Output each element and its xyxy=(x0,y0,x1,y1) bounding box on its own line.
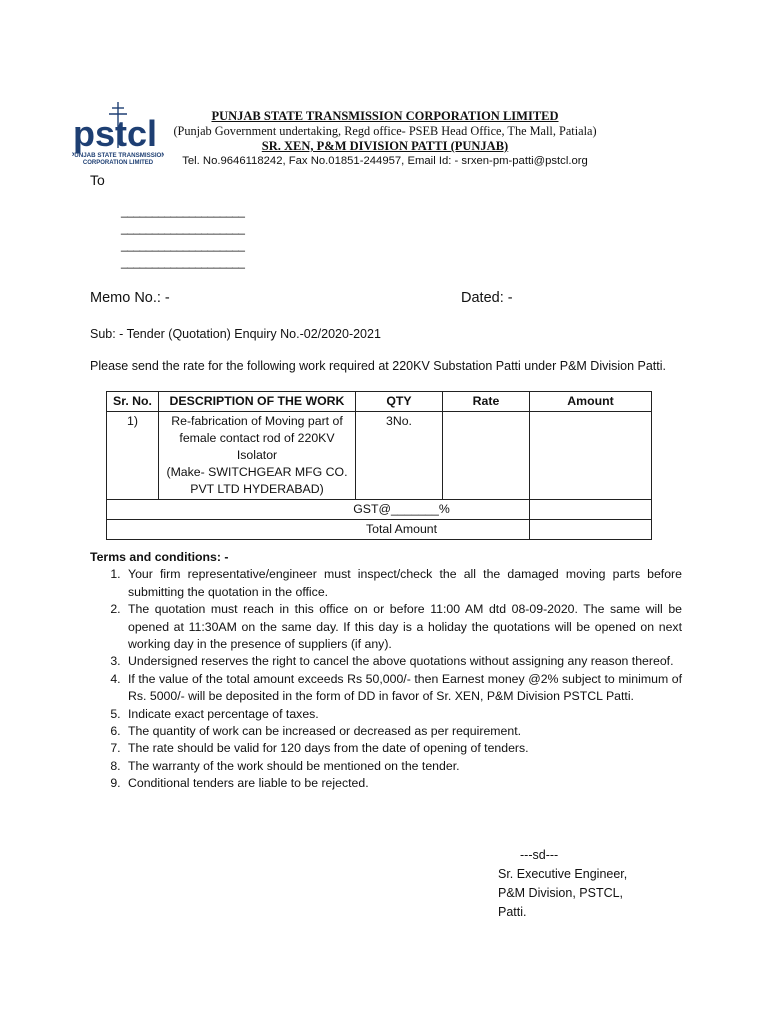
header-sr-no: Sr. No. xyxy=(107,392,159,412)
pstcl-logo xyxy=(72,100,164,170)
row-qty: 3No. xyxy=(356,412,443,500)
signatory-title: Sr. Executive Engineer, xyxy=(498,867,628,881)
row-description xyxy=(159,412,356,500)
address-line: ____________________ xyxy=(121,255,245,269)
term-item: 7. The rate should be valid for 120 days from the date of opening of tenders. xyxy=(124,740,682,757)
header-rate: Rate xyxy=(443,392,530,412)
signatory-location: Patti. xyxy=(498,905,527,919)
table-row xyxy=(107,412,652,500)
terms-section xyxy=(90,549,682,793)
intro-text: Please send the rate for the following work required at 220KV Substation Patti under P&M Division Patti. xyxy=(90,359,667,373)
term-item: 6. The quantity of work can be increased or decreased as per requirement. xyxy=(124,723,682,740)
contact-line: Tel. No.9646118242, Fax No.01851-244957, Email Id: - srxen-pm-patti@pstcl.org xyxy=(182,155,588,167)
total-row xyxy=(107,520,652,540)
logo-caption-line-1: PUNJAB STATE TRANSMISSION xyxy=(72,152,164,159)
row-rate xyxy=(443,412,530,500)
description-line: PVT LTD HYDERABAD) xyxy=(190,482,324,496)
gst-label: GST@_______% xyxy=(107,500,530,520)
total-amount xyxy=(530,520,652,540)
term-item: 4. If the value of the total amount exceeds Rs 50,000/- then Earnest money @2% subject to minimum of Rs. 5000/- will be deposited in the form of DD in favor of Sr. XEN, P&M Division PSTCL Patti. xyxy=(124,671,682,706)
description-line: Re-fabrication of Moving part of xyxy=(171,414,343,428)
description-line: Isolator xyxy=(236,448,278,462)
address-line: ____________________ xyxy=(121,204,245,218)
division-name: SR. XEN, P&M DIVISION PATTI (PUNJAB) xyxy=(261,139,509,153)
address-line: ____________________ xyxy=(121,221,245,235)
table-header-row xyxy=(107,392,652,412)
tower-icon xyxy=(72,100,164,170)
header-qty: QTY xyxy=(356,392,443,412)
header-amount: Amount xyxy=(530,392,652,412)
signature-block xyxy=(498,846,627,922)
term-item: 1. Your firm representative/engineer must inspect/check the all the damaged moving parts before submitting the quotation in the office. xyxy=(124,566,682,601)
address-line: ____________________ xyxy=(121,238,245,252)
term-item: 2. The quotation must reach in this office on or before 11:00 AM dtd 08-09-2020. The same will be opened at 11:30AM on the same day. If this day is a holiday the quotations will be opened on next working day in the presence of suppliers (if any). xyxy=(124,601,682,653)
terms-title: Terms and conditions: - xyxy=(90,550,229,564)
subject-line: Sub: - Tender (Quotation) Enquiry No.-02/2020-2021 xyxy=(90,327,381,341)
row-amount xyxy=(530,412,652,500)
quotation-table xyxy=(106,391,652,540)
memo-number: Memo No.: - xyxy=(90,290,170,306)
description-line: female contact rod of 220KV xyxy=(179,431,335,445)
signature-sd: ---sd--- xyxy=(520,848,559,862)
logo-caption-line-2: CORPORATION LIMITED xyxy=(82,160,154,166)
gst-row xyxy=(107,500,652,520)
dated-label: Dated: - xyxy=(461,290,513,306)
term-item: 8. The warranty of the work should be mentioned on the tender. xyxy=(124,758,682,775)
term-item: 5. Indicate exact percentage of taxes. xyxy=(124,706,682,723)
address-block xyxy=(121,204,244,272)
header-description: DESCRIPTION OF THE WORK xyxy=(159,392,356,412)
logo-wordmark: pstcl xyxy=(73,113,158,154)
gst-amount xyxy=(530,500,652,520)
to-label: To xyxy=(90,172,105,188)
term-item: 9. Conditional tenders are liable to be rejected. xyxy=(124,775,682,792)
total-label: Total Amount xyxy=(107,520,530,540)
description-line: (Make- SWITCHGEAR MFG CO. xyxy=(166,465,348,479)
terms-list xyxy=(90,566,682,792)
row-sr-no: 1) xyxy=(107,412,159,500)
signatory-division: P&M Division, PSTCL, xyxy=(498,886,624,900)
org-name: PUNJAB STATE TRANSMISSION CORPORATION LIMITED xyxy=(211,109,559,123)
term-item: 3. Undersigned reserves the right to cancel the above quotations without assigning any reason thereof. xyxy=(124,653,682,670)
org-subtitle: (Punjab Government undertaking, Regd office- PSEB Head Office, The Mall, Patiala) xyxy=(173,124,597,138)
